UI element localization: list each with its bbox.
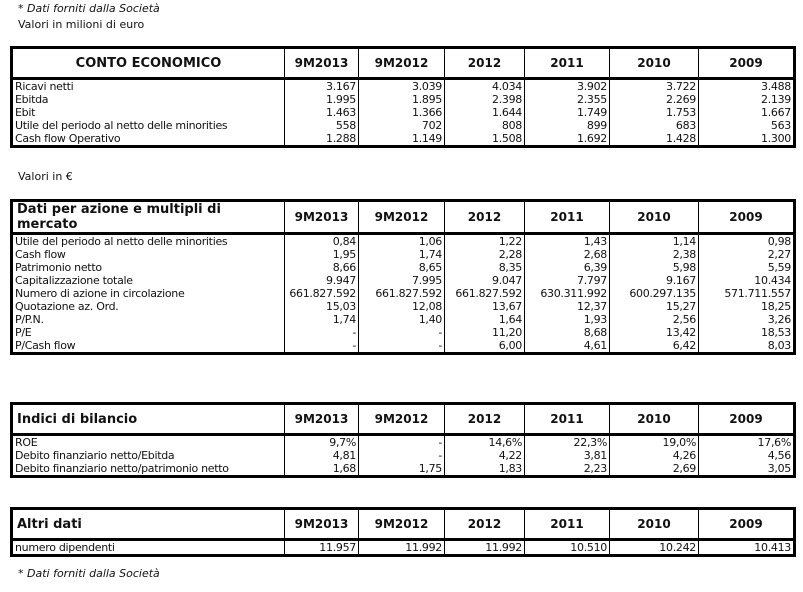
row-label: P/P.N. <box>15 313 44 326</box>
cell-value: 1,64 <box>445 313 525 326</box>
cell-value: - <box>359 326 445 339</box>
row-label: P/E <box>15 326 32 339</box>
row-label: Numero di azione in circolazione <box>15 287 185 300</box>
cell-value: 8,03 <box>699 339 795 354</box>
column-header: 2012 <box>445 404 525 435</box>
cell-value: - <box>285 326 359 339</box>
cell-value: - <box>359 449 445 462</box>
cell-value: 0,84 <box>285 234 359 249</box>
cell-value: 9.947 <box>285 274 359 287</box>
column-header: 2011 <box>525 404 610 435</box>
cell-value: 6,00 <box>445 339 525 354</box>
cell-value: 11.992 <box>445 540 525 556</box>
column-header: 2011 <box>525 509 610 540</box>
cell-value: 1.692 <box>525 132 610 147</box>
column-header: 2010 <box>610 201 699 234</box>
column-header: 2009 <box>699 404 795 435</box>
cell-value: 22,3% <box>525 435 610 450</box>
cell-value: 1.288 <box>285 132 359 147</box>
cell-value: 4,56 <box>699 449 795 462</box>
cell-value: 2,28 <box>445 248 525 261</box>
cell-value: 4,22 <box>445 449 525 462</box>
table-row <box>12 248 795 261</box>
cell-value: 9.167 <box>610 274 699 287</box>
cell-value: 2.139 <box>699 93 795 106</box>
row-label: Debito finanziario netto/patrimonio netto <box>15 462 229 475</box>
cell-value: 1,68 <box>285 462 359 477</box>
cell-value: 2,56 <box>610 313 699 326</box>
cell-value: 11,20 <box>445 326 525 339</box>
cell-value: - <box>359 339 445 354</box>
cell-value: 17,6% <box>699 435 795 450</box>
table-row <box>12 234 795 249</box>
cell-value: 1.895 <box>359 93 445 106</box>
cell-value: 1,83 <box>445 462 525 477</box>
table-row <box>12 119 795 132</box>
column-header: 2010 <box>610 48 699 79</box>
row-label: Utile del periodo al netto delle minorities <box>15 119 228 132</box>
row-label: Cash flow <box>15 248 66 261</box>
cell-value: 3.902 <box>525 79 610 94</box>
cell-value: 7.797 <box>525 274 610 287</box>
cell-value: 1.463 <box>285 106 359 119</box>
header-row <box>12 201 795 234</box>
cell-value: 1.366 <box>359 106 445 119</box>
units-label-millions: Valori in milioni di euro <box>18 18 145 31</box>
cell-value: 1.149 <box>359 132 445 147</box>
cell-value: 1.749 <box>525 106 610 119</box>
table-row <box>12 274 795 287</box>
column-header: 9M2013 <box>285 404 359 435</box>
table-row <box>12 106 795 119</box>
cell-value: 2.269 <box>610 93 699 106</box>
cell-value: 1.428 <box>610 132 699 147</box>
column-header: 2012 <box>445 48 525 79</box>
header-row <box>12 404 795 435</box>
table-row <box>12 287 795 300</box>
column-header: 2010 <box>610 509 699 540</box>
header-row <box>12 48 795 79</box>
cell-value: 4,81 <box>285 449 359 462</box>
column-header: 9M2012 <box>359 509 445 540</box>
units-label-euro: Valori in € <box>18 170 73 183</box>
cell-value: - <box>285 339 359 354</box>
table-row <box>12 449 795 462</box>
row-label: Ebit <box>15 106 36 119</box>
balance-ratios-table <box>10 402 796 478</box>
cell-value: 4,26 <box>610 449 699 462</box>
cell-value: 3.722 <box>610 79 699 94</box>
table-row <box>12 462 795 477</box>
cell-value: 2,27 <box>699 248 795 261</box>
cell-value: 10.242 <box>610 540 699 556</box>
cell-value: 3,26 <box>699 313 795 326</box>
cell-value: 1.644 <box>445 106 525 119</box>
table-title: CONTO ECONOMICO <box>12 48 285 79</box>
row-label: Capitalizzazione totale <box>15 274 133 287</box>
per-share-multiples-table <box>10 199 796 355</box>
column-header: 2009 <box>699 201 795 234</box>
cell-value: 899 <box>525 119 610 132</box>
row-label: numero dipendenti <box>15 541 115 554</box>
row-label: Cash flow Operativo <box>15 132 121 145</box>
cell-value: 5,98 <box>610 261 699 274</box>
cell-value: 2,38 <box>610 248 699 261</box>
cell-value: 2,23 <box>525 462 610 477</box>
table-row <box>12 540 795 556</box>
column-header: 2009 <box>699 509 795 540</box>
cell-value: 1,06 <box>359 234 445 249</box>
cell-value: 683 <box>610 119 699 132</box>
cell-value: 6,39 <box>525 261 610 274</box>
cell-value: 18,53 <box>699 326 795 339</box>
column-header: 9M2012 <box>359 201 445 234</box>
cell-value: 1.508 <box>445 132 525 147</box>
other-data-table <box>10 507 796 557</box>
income-statement-table <box>10 46 796 148</box>
cell-value: 18,25 <box>699 300 795 313</box>
cell-value: 10.510 <box>525 540 610 556</box>
row-label: Ricavi netti <box>15 80 74 93</box>
table-row <box>12 300 795 313</box>
column-header: 2012 <box>445 201 525 234</box>
cell-value: 1.995 <box>285 93 359 106</box>
cell-value: 3.167 <box>285 79 359 94</box>
cell-value: 661.827.592 <box>445 287 525 300</box>
cell-value: 10.434 <box>699 274 795 287</box>
cell-value: 0,98 <box>699 234 795 249</box>
cell-value: 1,40 <box>359 313 445 326</box>
cell-value: 571.711.557 <box>699 287 795 300</box>
table-row <box>12 313 795 326</box>
cell-value: 10.413 <box>699 540 795 556</box>
table-row <box>12 132 795 147</box>
cell-value: 5,59 <box>699 261 795 274</box>
cell-value: 3,81 <box>525 449 610 462</box>
table-row <box>12 93 795 106</box>
cell-value: 4,61 <box>525 339 610 354</box>
cell-value: 8,65 <box>359 261 445 274</box>
column-header: 2011 <box>525 201 610 234</box>
source-note-top: * Dati forniti dalla Società <box>18 2 160 15</box>
cell-value: 1,93 <box>525 313 610 326</box>
column-header: 9M2013 <box>285 509 359 540</box>
cell-value: 8,35 <box>445 261 525 274</box>
cell-value: 2.355 <box>525 93 610 106</box>
row-label: Ebitda <box>15 93 49 106</box>
cell-value: 1,75 <box>359 462 445 477</box>
cell-value: 600.297.135 <box>610 287 699 300</box>
cell-value: 15,27 <box>610 300 699 313</box>
row-label: Utile del periodo al netto delle minorities <box>15 235 228 248</box>
cell-value: 3.488 <box>699 79 795 94</box>
cell-value: 12,08 <box>359 300 445 313</box>
cell-value: 15,03 <box>285 300 359 313</box>
table-row <box>12 79 795 94</box>
cell-value: 630.311.992 <box>525 287 610 300</box>
column-header: 2012 <box>445 509 525 540</box>
cell-value: 558 <box>285 119 359 132</box>
table-row <box>12 261 795 274</box>
cell-value: 1,22 <box>445 234 525 249</box>
column-header: 2009 <box>699 48 795 79</box>
row-label: ROE <box>15 436 38 449</box>
cell-value: 3,05 <box>699 462 795 477</box>
row-label: P/Cash flow <box>15 339 76 352</box>
cell-value: 1,74 <box>285 313 359 326</box>
column-header: 9M2013 <box>285 48 359 79</box>
cell-value: 7.995 <box>359 274 445 287</box>
cell-value: 661.827.592 <box>285 287 359 300</box>
table-row <box>12 339 795 354</box>
cell-value: 14,6% <box>445 435 525 450</box>
cell-value: 4.034 <box>445 79 525 94</box>
cell-value: 9.047 <box>445 274 525 287</box>
cell-value: 2,68 <box>525 248 610 261</box>
cell-value: 2.398 <box>445 93 525 106</box>
cell-value: 8,68 <box>525 326 610 339</box>
cell-value: 1,43 <box>525 234 610 249</box>
table-title: Altri dati <box>12 509 285 540</box>
cell-value: 1,95 <box>285 248 359 261</box>
cell-value: 808 <box>445 119 525 132</box>
cell-value: 1.300 <box>699 132 795 147</box>
cell-value: 563 <box>699 119 795 132</box>
table-row <box>12 435 795 450</box>
cell-value: 9,7% <box>285 435 359 450</box>
cell-value: 8,66 <box>285 261 359 274</box>
cell-value: 2,69 <box>610 462 699 477</box>
table-row <box>12 326 795 339</box>
column-header: 9M2012 <box>359 404 445 435</box>
column-header: 2011 <box>525 48 610 79</box>
source-note-bottom: * Dati forniti dalla Società <box>18 567 160 580</box>
cell-value: 11.992 <box>359 540 445 556</box>
row-label: Patrimonio netto <box>15 261 102 274</box>
cell-value: 1,74 <box>359 248 445 261</box>
cell-value: 12,37 <box>525 300 610 313</box>
column-header: 9M2013 <box>285 201 359 234</box>
header-row <box>12 509 795 540</box>
cell-value: 1.667 <box>699 106 795 119</box>
cell-value: 3.039 <box>359 79 445 94</box>
cell-value: 13,67 <box>445 300 525 313</box>
cell-value: - <box>359 435 445 450</box>
column-header: 2010 <box>610 404 699 435</box>
cell-value: 11.957 <box>285 540 359 556</box>
row-label: Debito finanziario netto/Ebitda <box>15 449 175 462</box>
cell-value: 1.753 <box>610 106 699 119</box>
column-header: 9M2012 <box>359 48 445 79</box>
cell-value: 1,14 <box>610 234 699 249</box>
cell-value: 661.827.592 <box>359 287 445 300</box>
cell-value: 13,42 <box>610 326 699 339</box>
cell-value: 702 <box>359 119 445 132</box>
table-title: Dati per azione e multipli di mercato <box>12 201 285 234</box>
row-label: Quotazione az. Ord. <box>15 300 119 313</box>
table-title: Indici di bilancio <box>12 404 285 435</box>
cell-value: 19,0% <box>610 435 699 450</box>
cell-value: 6,42 <box>610 339 699 354</box>
